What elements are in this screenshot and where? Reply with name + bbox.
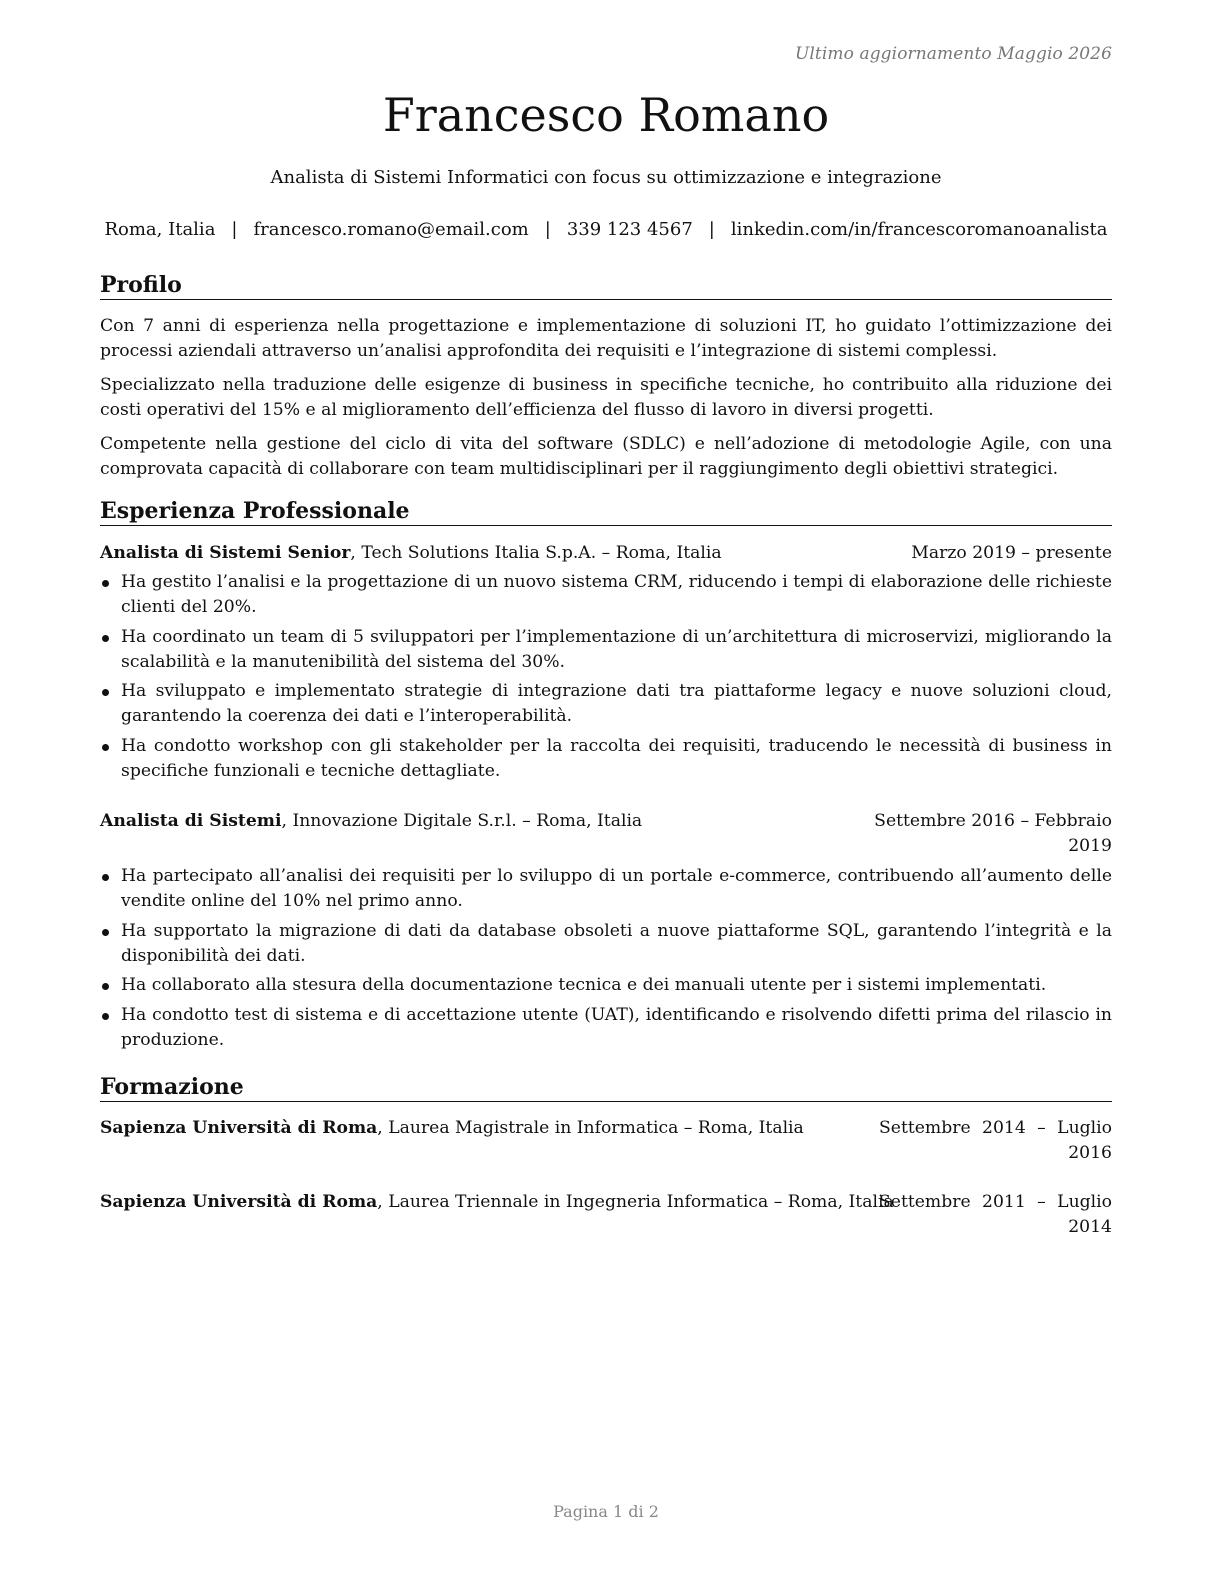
contact-line	[100, 219, 1112, 240]
last-updated: Ultimo aggiornamento Maggio 2026	[794, 44, 1112, 64]
candidate-name: Francesco Romano	[382, 88, 830, 142]
list-item: Ha coordinato un team di 5 sviluppatori per l’implementazione di un’architettura di microservizi, migliorando la scalabilità e la manutenibilità del sistema del 30%.	[100, 625, 1112, 675]
profile-paragraph: Specializzato nella traduzione delle esigenze di business in specifiche tecniche, ho contribuito alla riduzione dei costi operativi del 15% e al miglioramento dell’efficienza del flusso di lavoro in diversi progetti.	[100, 375, 1112, 420]
job-bullets	[100, 864, 1112, 1057]
job-bullets	[100, 570, 1112, 788]
list-item: Ha partecipato all’analisi dei requisiti per lo sviluppo di un portale e-commerce, contribuendo all’aumento delle vendite online del 10% nel primo anno.	[100, 864, 1112, 914]
contact-location: Roma, Italia	[104, 219, 216, 240]
list-item: Ha gestito l’analisi e la progettazione di un nuovo sistema CRM, riducendo i tempi di elaborazione delle richieste clienti del 20%.	[100, 570, 1112, 620]
list-item: Ha supportato la migrazione di dati da database obsoleti a nuove piattaforme SQL, garantendo l’integrità e la disponibilità dei dati.	[100, 919, 1112, 969]
job-title: Analista di Sistemi Senior	[100, 543, 351, 563]
job-company: , Innovazione Digitale S.r.l. – Roma, Italia	[281, 811, 643, 831]
list-item: Ha collaborato alla stesura della documentazione tecnica e dei manuali utente per i sistemi implementati.	[100, 973, 1112, 998]
section-title-education: Formazione	[100, 1073, 1112, 1102]
job-dates: Marzo 2019 – presente	[911, 543, 1112, 563]
contact-email[interactable]: francesco.romano@email.com	[253, 219, 529, 240]
job-header	[100, 809, 1112, 856]
education-entry	[100, 1190, 1112, 1237]
job-company: , Tech Solutions Italia S.p.A. – Roma, Italia	[350, 543, 722, 563]
tagline: Analista di Sistemi Informatici con focus su ottimizzazione e integrazione	[270, 167, 942, 188]
degree-name: , Laurea Triennale in Ingegneria Informatica – Roma, Italia	[377, 1192, 894, 1212]
degree-name: , Laurea Magistrale in Informatica – Roma, Italia	[377, 1118, 804, 1138]
education-dates: Settembre 2014 – Luglio 2016	[879, 1118, 1112, 1163]
section-title-profile: Profilo	[100, 271, 1112, 300]
contact-separator: |	[231, 219, 238, 240]
contact-separator: |	[708, 219, 715, 240]
profile-section	[100, 314, 1112, 482]
education-entry	[100, 1116, 1112, 1163]
list-item: Ha condotto test di sistema e di accettazione utente (UAT), identificando e risolvendo difetti prima del rilascio in produzione.	[100, 1003, 1112, 1053]
job-title: Analista di Sistemi	[100, 811, 282, 831]
profile-paragraph: Competente nella gestione del ciclo di vita del software (SDLC) e nell’adozione di metodologie Agile, con una comprovata capacità di collaborare con team multidisciplinari per il raggiungimento degli obiettivi strategici.	[100, 434, 1112, 479]
education-dates: Settembre 2011 – Luglio 2014	[879, 1192, 1112, 1237]
school-name: Sapienza Università di Roma	[100, 1118, 378, 1138]
section-title-experience: Esperienza Professionale	[100, 497, 1112, 526]
list-item: Ha condotto workshop con gli stakeholder per la raccolta dei requisiti, traducendo le necessità di business in specifiche funzionali e tecniche dettagliate.	[100, 734, 1112, 784]
profile-paragraph: Con 7 anni di esperienza nella progettazione e implementazione di soluzioni IT, ho guidato l’ottimizzazione dei processi aziendali attraverso un’analisi approfondita dei requisiti e l’integrazione di sistemi complessi.	[100, 316, 1112, 361]
job-header	[100, 541, 1112, 566]
contact-separator: |	[544, 219, 551, 240]
job-dates: Settembre 2016 – Febbraio 2019	[874, 811, 1112, 856]
school-name: Sapienza Università di Roma	[100, 1192, 378, 1212]
list-item: Ha sviluppato e implementato strategie di integrazione dati tra piattaforme legacy e nuove soluzioni cloud, garantendo la coerenza dei dati e l’interoperabilità.	[100, 679, 1112, 729]
page-number: Pagina 1 di 2	[553, 1502, 659, 1521]
contact-linkedin[interactable]: linkedin.com/in/francescoromanoanalista	[730, 219, 1108, 240]
contact-phone[interactable]: 339 123 4567	[566, 219, 693, 240]
resume-page	[100, 0, 1112, 1584]
